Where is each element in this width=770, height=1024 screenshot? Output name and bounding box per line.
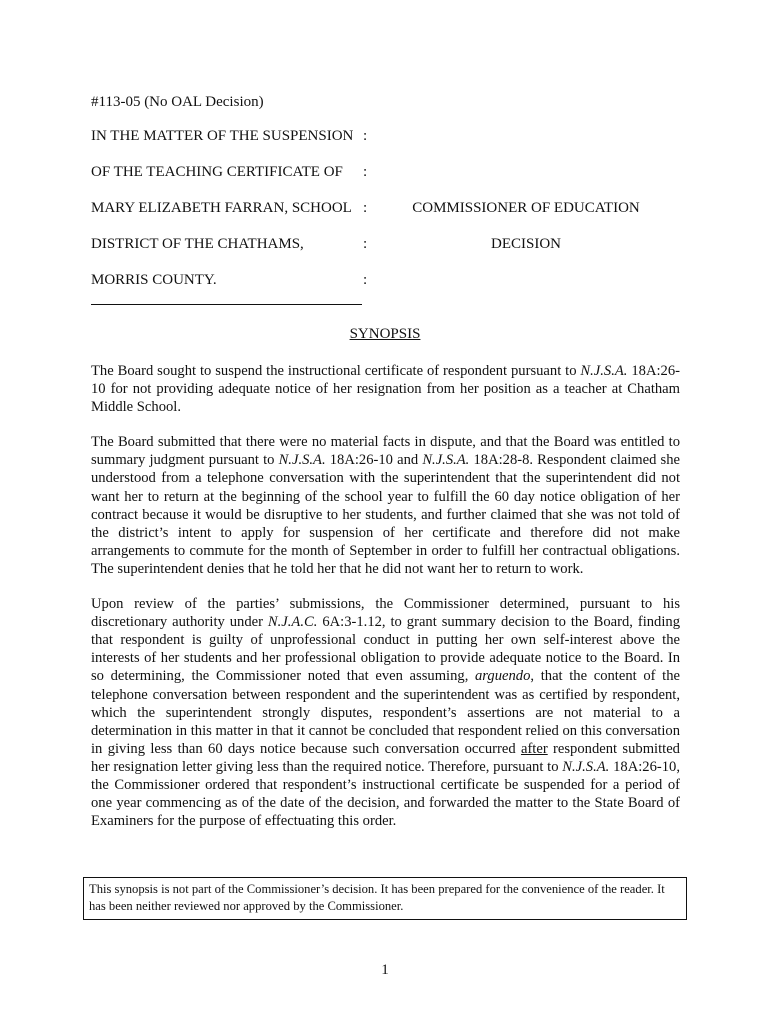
paragraph-3: Upon review of the parties’ submissions, the Commissioner determined, pursuant to his discretionary authority under N.J.A.C. 6A:3-1.12, to grant summary decision to the Board, finding that respondent is guilty of unprofessional conduct in putting her own self-interest above the interests of her students and her professional obligation to provide adequate notice to the Board. In so determining, the Commissioner noted that even assuming, arguendo, that the content of the telephone conversation between respondent and the superintendent was as certified by respondent, which the superintendent strongly disputes, respondent’s assertions are not material to a determination in this matter in that it cannot be concluded that respondent relied on this conversation in giving less than 60 days notice because such conversation occurred after respondent submitted her resignation letter giving less than the required notice. Therefore, pursuant to N.J.S.A. 18A:26-10, the Commissioner ordered that respondent’s instructional certificate be suspended for a period of one year commencing as of the date of the decision, and forwarded the matter to the State Board of Examiners for the purpose of effectuating this order.: [91, 596, 680, 830]
disclaimer-box: This synopsis is not part of the Commissioner’s decision. It has been prepared for the convenience of the reader. It has been neither reviewed nor approved by the Commissioner.: [83, 877, 687, 920]
document-number: #113-05 (No OAL Decision): [91, 94, 264, 110]
caption-row: [91, 128, 691, 164]
case-caption: [91, 128, 691, 308]
caption-left-text: OF THE TEACHING CERTIFICATE OF: [91, 164, 343, 180]
caption-left-text: IN THE MATTER OF THE SUSPENSION: [91, 128, 354, 144]
caption-colon: :: [363, 200, 368, 216]
caption-row: [91, 272, 691, 308]
caption-row: [91, 164, 691, 200]
synopsis-body: [91, 362, 680, 847]
page-number: 1: [381, 962, 389, 978]
caption-right-text: COMMISSIONER OF EDUCATION: [412, 200, 640, 216]
caption-left-text: MARY ELIZABETH FARRAN, SCHOOL: [91, 200, 352, 216]
caption-colon: :: [363, 272, 368, 288]
synopsis-heading: SYNOPSIS: [349, 326, 421, 342]
paragraph-1: The Board sought to suspend the instructional certificate of respondent pursuant to N.J.S.A. 18A:26-10 for not providing adequate notice of her resignation from her position as a teacher at Chatham Middle School.: [91, 363, 680, 416]
caption-colon: :: [363, 236, 368, 252]
caption-divider: [91, 304, 362, 305]
caption-left-text: MORRIS COUNTY.: [91, 272, 217, 288]
caption-left-text: DISTRICT OF THE CHATHAMS,: [91, 236, 304, 252]
caption-row: [91, 200, 691, 236]
caption-colon: :: [363, 164, 368, 180]
caption-row: [91, 236, 691, 272]
caption-colon: :: [363, 128, 368, 144]
caption-right-text: DECISION: [491, 236, 561, 252]
paragraph-2: The Board submitted that there were no material facts in dispute, and that the Board was entitled to summary judgment pursuant to N.J.S.A. 18A:26-10 and N.J.S.A. 18A:28-8. Respondent claimed she understood from a telephone conversation with the superintendent that the superintendent did not want her to return at the beginning of the school year to fulfill the 60 day notice obligation of her contract because it would be disruptive to her students, and further claimed that she was not told of the district’s intent to apply for suspension of her certificate and therefore did not make arrangements to commute for the month of September in order to fulfill her contractual obligations. The superintendent denies that he told her that he did not want her to return to work.: [91, 434, 680, 577]
